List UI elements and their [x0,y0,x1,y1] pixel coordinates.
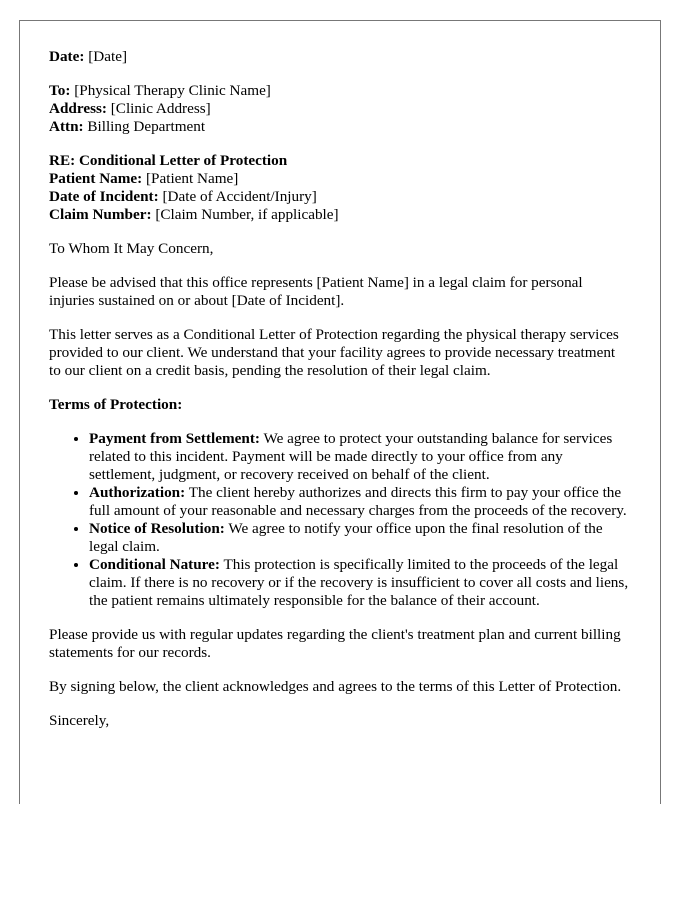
terms-list [49,430,630,610]
claim-value: [Claim Number, if applicable] [155,206,339,223]
address-label: Address: [49,100,107,117]
attn-line [49,118,630,136]
list-item [89,484,630,520]
to-value: [Physical Therapy Clinic Name] [74,82,271,99]
terms-heading: Terms of Protection: [49,396,183,413]
patient-label: Patient Name: [49,170,143,187]
term-text: We agree to notify your office upon the final resolution of the legal claim. [89,520,603,555]
list-item [89,520,630,556]
address-value: [Clinic Address] [110,100,211,117]
term-title: Payment from Settlement: [89,430,260,447]
term-title: Authorization: [89,484,186,501]
letter-page [19,20,661,804]
incident-label: Date of Incident: [49,188,159,205]
list-item [89,556,630,610]
incident-line [49,188,630,206]
term-text: This protection is specifically limited to the proceeds of the legal claim. If there is no recovery or if the recovery is insufficient to cover all costs and liens, the patient remains ultimately responsible for the balance of their account. [89,556,629,609]
term-text: The client hereby authorizes and directs this firm to pay your office the full amount of your reasonable and necessary charges from the proceeds of the recovery. [89,484,627,519]
recipient-block [49,82,630,136]
patient-value: [Patient Name] [146,170,239,187]
closing: Sincerely, [49,712,110,729]
patient-line [49,170,630,188]
term-title: Notice of Resolution: [89,520,225,537]
claim-line [49,206,630,224]
date-line [49,48,630,66]
paragraph-updates: Please provide us with regular updates regarding the client's treatment plan and current billing statements for our records. [49,626,621,661]
term-text: We agree to protect your outstanding balance for services related to this incident. Payment will be made directly to your office from any settlement, judgment, or recovery received on behalf of the client. [89,430,613,483]
address-line [49,100,630,118]
list-item [89,430,630,484]
paragraph-acknowledgement: By signing below, the client acknowledges and agrees to the terms of this Letter of Protection. [49,678,622,695]
attn-value: Billing Department [87,118,206,135]
term-title: Conditional Nature: [89,556,220,573]
reference-block [49,152,630,224]
to-label: To: [49,82,71,99]
paragraph-purpose: This letter serves as a Conditional Letter of Protection regarding the physical therapy services provided to our client. We understand that your facility agrees to provide necessary treatment to our client on a credit basis, pending the resolution of their legal claim. [49,326,619,379]
re-line: RE: Conditional Letter of Protection [49,152,288,169]
claim-label: Claim Number: [49,206,152,223]
incident-value: [Date of Accident/Injury] [162,188,317,205]
date-value: [Date] [88,48,128,65]
attn-label: Attn: [49,118,84,135]
paragraph-representation: Please be advised that this office represents [Patient Name] in a legal claim for personal injuries sustained on or about [Date of Incident]. [49,274,583,309]
salutation: To Whom It May Concern, [49,240,214,257]
terms-heading-line [49,396,630,414]
to-line [49,82,630,100]
date-label: Date: [49,48,85,65]
